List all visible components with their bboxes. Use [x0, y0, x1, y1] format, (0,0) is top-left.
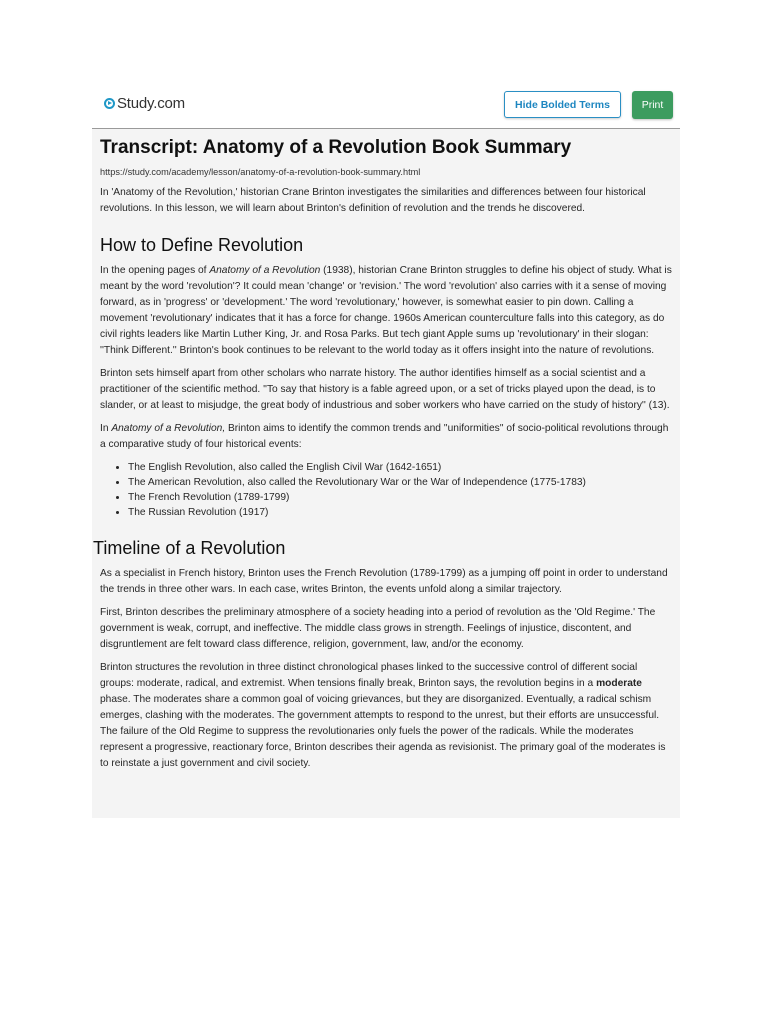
transcript-content	[93, 136, 674, 779]
bolded-term: moderate	[596, 678, 642, 689]
section-heading-define: How to Define Revolution	[100, 235, 304, 255]
page-header	[92, 78, 680, 129]
page-title: Transcript: Anatomy of a Revolution Book Summary	[100, 137, 572, 158]
text-run: Brinton aims to identify the common trends and ''uniformities'' of socio-political revolutions through a comparative study of four historical events:	[100, 423, 669, 450]
text-run: (1938), historian Crane Brinton struggles to define his object of study. What is meant by the word 'revolution'? It could mean 'change' or 'revision.' The word 'revolution' also carries with it a sense of moving forward, as in 'progress' or 'development.' The word 'revolutionary,' however, is somewhat easier to pin down. Calling a movement 'revolutionary' indicates that it has a force for change. 1960s American counterculture falls into this category, as do civil rights leaders like Martin Luther King, Jr. and Rosa Parks. But tech giant Apple sums up 'revolutionary' in their slogan: ''Think Different.'' Brinton's book continues to be relevant to the world today as it offers insight into the nature of revolutions.	[100, 265, 672, 356]
paragraph: As a specialist in French history, Brinton uses the French Revolution (1789-1799) as a jumping off point in order to understand the trends in three other wars. In each case, writes Brinton, the events unfold along a similar trajectory.	[100, 568, 668, 595]
lesson-url: https://study.com/academy/lesson/anatomy-of-a-revolution-book-summary.html	[100, 167, 421, 177]
list-item: • The American Revolution, also called the Revolutionary War or the War of Independence (1775-1783)	[128, 475, 674, 490]
section-heading-timeline: Timeline of a Revolution	[93, 538, 286, 558]
book-title: Anatomy of a Revolution	[209, 265, 321, 276]
study-com-logo[interactable]	[104, 95, 185, 112]
list-item: • The English Revolution, also called the English Civil War (1642-1651)	[128, 460, 674, 475]
list-item: • The Russian Revolution (1917)	[128, 505, 674, 520]
paragraph	[100, 263, 674, 359]
text-run: Brinton structures the revolution in three distinct chronological phases linked to the successive control of different social groups: moderate, radical, and extremist. When tensions finally break, Brinton says, the revolution begins in a	[100, 662, 638, 689]
text-run: In	[100, 423, 112, 434]
book-title: Anatomy of a Revolution,	[111, 423, 226, 434]
print-button[interactable]: Print	[632, 91, 673, 119]
paragraph: First, Brinton describes the preliminary atmosphere of a society heading into a period of revolution as the 'Old Regime.' The government is weak, corrupt, and ineffective. The middle class grows in strength. Feelings of injustice, discontent, and disgruntlement are felt toward class difference, religion, government, law, and/or the economy.	[100, 607, 656, 650]
logo-text: Study.com	[117, 95, 185, 112]
play-circle-icon	[104, 98, 115, 109]
hide-bolded-terms-button[interactable]: Hide Bolded Terms	[504, 91, 621, 118]
intro-paragraph: In 'Anatomy of the Revolution,' historian Crane Brinton investigates the similarities and differences between four historical revolutions. In this lesson, we will learn about Brinton's definition of revolution and the trends he discovered.	[100, 187, 646, 214]
list-item: • The French Revolution (1789-1799)	[128, 490, 674, 505]
paragraph	[100, 660, 674, 772]
text-run: phase. The moderates share a common goal of voicing grievances, but they are disorganized. Eventually, a radical schism emerges, clashing with the moderates. The government attempts to respond to the unrest, but their efforts are unsuccessful. The failure of the Old Regime to suppress the revolutionaries only fuels the power of the radicals. While the moderates represent a progressive, reactionary force, Brinton describes their agenda as revisionist. The primary goal of the moderates is to reinstate a just government and civil society.	[100, 694, 666, 769]
revolutions-list	[100, 460, 674, 520]
paragraph	[100, 421, 674, 453]
text-run: In the opening pages of	[100, 265, 210, 276]
document-page	[92, 78, 680, 818]
paragraph: Brinton sets himself apart from other scholars who narrate history. The author identifies himself as a social scientist and a practitioner of the scientific method. ''To say that history is a fable agreed upon, or a set of tricks played upon the dead, is to slander, or at least to misjudge, the great body of industrious and sober workers who have carried on the study of history'' (13).	[100, 368, 670, 411]
